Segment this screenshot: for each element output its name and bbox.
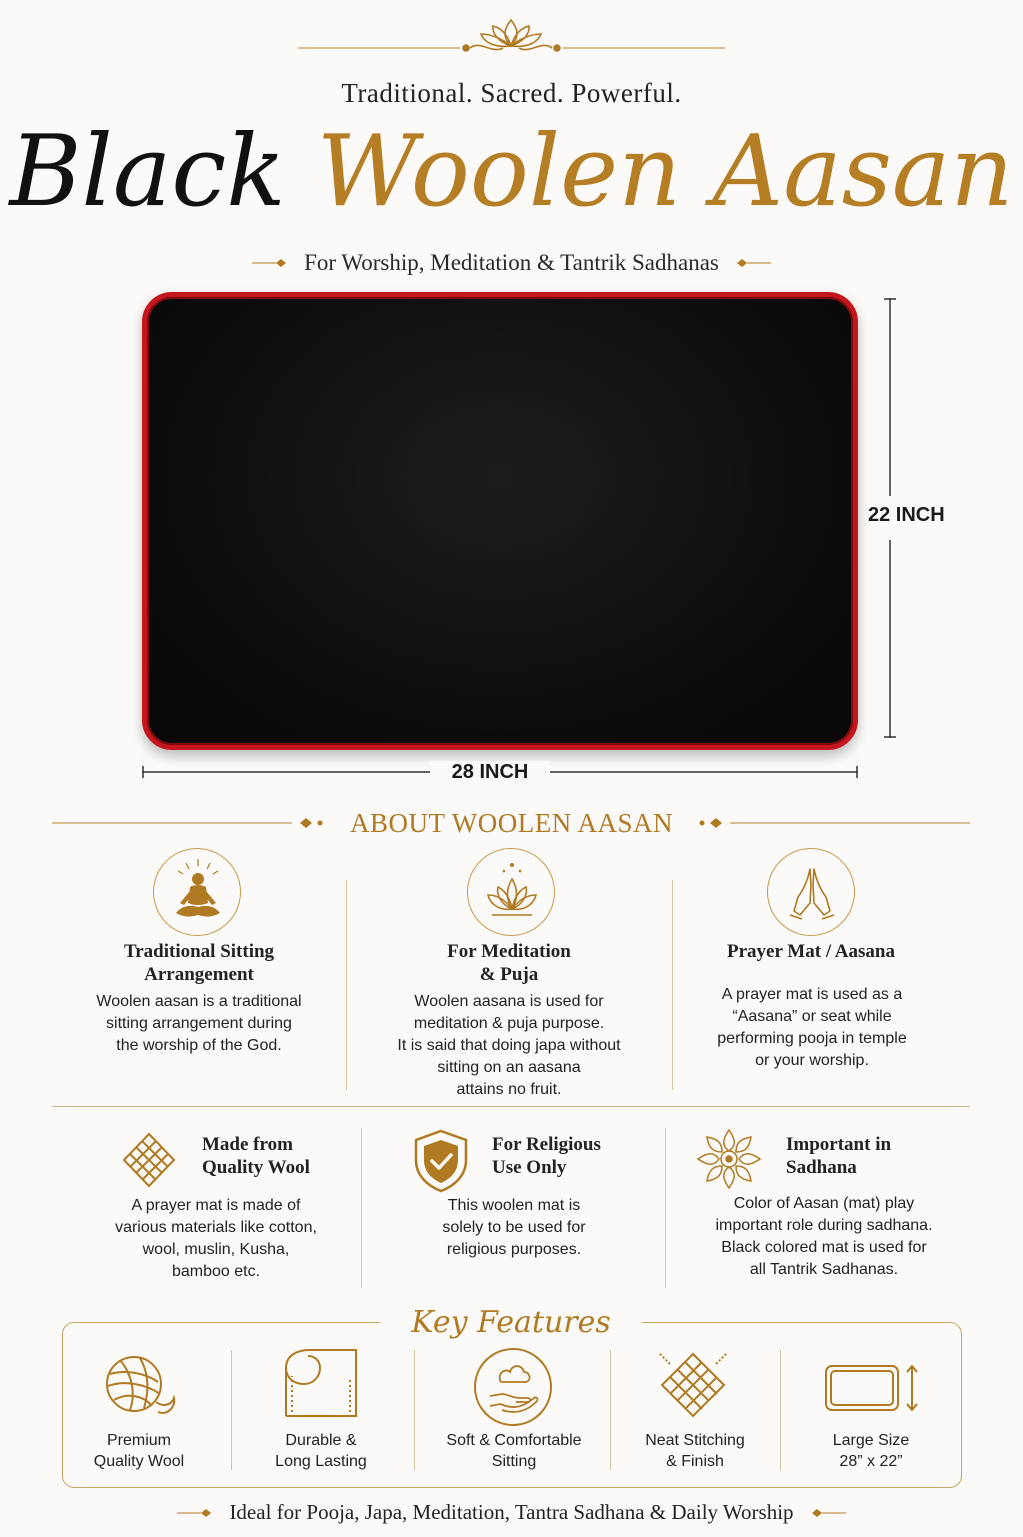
feature-title-line: Quality Wool [202,1157,310,1178]
kf-line: Neat Stitching [645,1432,745,1449]
feature-title-line: & Puja [479,964,539,985]
soft-hand-icon [474,1348,552,1426]
kf-line: Premium [106,1432,171,1449]
feature-title-line: Prayer Mat / Aasana [727,941,895,962]
kf-line: Durable & [285,1432,357,1449]
body-line: wool, muslin, Kusha, [142,1241,290,1258]
body-line: meditation & puja purpose. [413,1015,605,1032]
about-heading: ABOUT WOOLEN AASAN [349,808,673,838]
body-line: sitting arrangement during [106,1015,292,1032]
body-line: A prayer mat is used as a [721,986,903,1003]
feature-title-meditation [390,940,628,986]
feature-body-meditation [364,991,654,1101]
column-divider [780,1350,781,1470]
feature-body-religious-use [382,1195,646,1261]
woven-knot-icon [116,1130,182,1192]
feature-title-traditional [80,940,318,986]
feature-body-quality-wool [78,1195,354,1283]
feature-title-line: Traditional Sitting [123,941,275,962]
subtitle: For Worship, Meditation & Tantrik Sadhanas [304,250,719,275]
footer-text: Ideal for Pooja, Japa, Meditation, Tantra Sadhana & Daily Worship [229,1500,794,1524]
body-line: religious purposes. [446,1241,582,1258]
key-feature-label [430,1430,598,1472]
title-gold-words: Woolen Aasan [316,115,1014,229]
feature-title-line: For Religious [492,1134,601,1155]
body-line: bamboo etc. [171,1263,261,1280]
stitching-icon [656,1350,730,1420]
key-feature-label [70,1430,208,1472]
right-flourish-icon [812,1508,846,1518]
body-line: performing pooja in temple [717,1030,907,1047]
feature-title-line: Important in [786,1134,892,1155]
key-feature-label [796,1430,946,1472]
width-label: 28 INCH [430,761,550,784]
body-line: sitting on an aasana [437,1059,581,1076]
row-divider [52,1106,970,1107]
body-line: This woolen mat is [447,1197,581,1214]
feature-title-sadhana [786,1133,946,1179]
kf-line: Large Size [832,1432,910,1449]
feature-body-traditional [60,991,338,1057]
feature-title-line: Use Only [492,1157,567,1178]
body-line: Woolen aasan is a traditional [96,993,302,1010]
feature-title-line: Arrangement [144,964,254,985]
kf-line: 28” x 22” [839,1453,903,1470]
lotus-ornament-icon [0,8,1023,58]
body-line: the worship of the God. [116,1037,282,1054]
body-line: solely to be used for [442,1219,586,1236]
kf-line: & Finish [666,1453,724,1470]
column-divider [231,1350,232,1470]
body-line: It is said that doing japa without [397,1037,621,1054]
right-flourish-icon [737,258,771,268]
feature-title-line: For Meditation [447,941,571,962]
body-line: or your worship. [755,1052,869,1069]
black-woolen-mat-image [142,292,858,750]
body-line: various materials like cotton, [115,1219,317,1236]
feature-title-prayer-mat [692,940,930,963]
feature-title-line: Made from [202,1134,293,1155]
body-line: “Aasana” or seat while [732,1008,892,1025]
mandala-icon [694,1126,764,1192]
kf-line: Soft & Comfortable [446,1432,582,1449]
body-line: all Tantrik Sadhanas. [749,1261,899,1278]
folded-mat-icon [276,1346,366,1422]
body-line: A prayer mat is made of [131,1197,301,1214]
title-black-word: Black [9,115,286,229]
left-flourish-icon [177,1508,211,1518]
yarn-ball-icon [100,1350,180,1422]
body-line: Color of Aasan (mat) play [733,1195,915,1212]
column-divider [414,1350,415,1470]
column-divider [361,1128,362,1288]
body-line: Woolen aasana is used for [414,993,604,1010]
feature-title-quality-wool [202,1133,352,1179]
footer [0,1500,1023,1525]
page-title [0,112,1023,232]
left-flourish-icon [252,258,286,268]
key-features-heading: Key Features [380,1305,642,1340]
lotus-icon [467,848,555,936]
feature-title-religious-use [492,1133,642,1179]
mat-size-icon [822,1360,922,1416]
praying-hands-icon [767,848,855,936]
tagline: Traditional. Sacred. Powerful. [341,78,682,108]
column-divider [610,1350,611,1470]
kf-line: Quality Wool [93,1453,185,1470]
body-line: Black colored mat is used for [721,1239,927,1256]
shield-check-icon [412,1128,470,1194]
feature-title-line: Sadhana [786,1157,857,1178]
column-divider [665,1128,666,1288]
height-label: 22 INCH [868,504,945,526]
key-feature-label [246,1430,396,1472]
body-line: attains no fruit. [456,1081,562,1098]
key-feature-label [624,1430,766,1472]
kf-line: Sitting [491,1453,537,1470]
feature-body-sadhana [676,1193,972,1281]
meditating-person-icon [153,848,241,936]
body-line: important role during sadhana. [715,1217,933,1234]
subtitle-row [0,250,1023,280]
column-divider [346,880,347,1090]
feature-body-prayer-mat [672,984,952,1072]
kf-line: Long Lasting [275,1453,367,1470]
